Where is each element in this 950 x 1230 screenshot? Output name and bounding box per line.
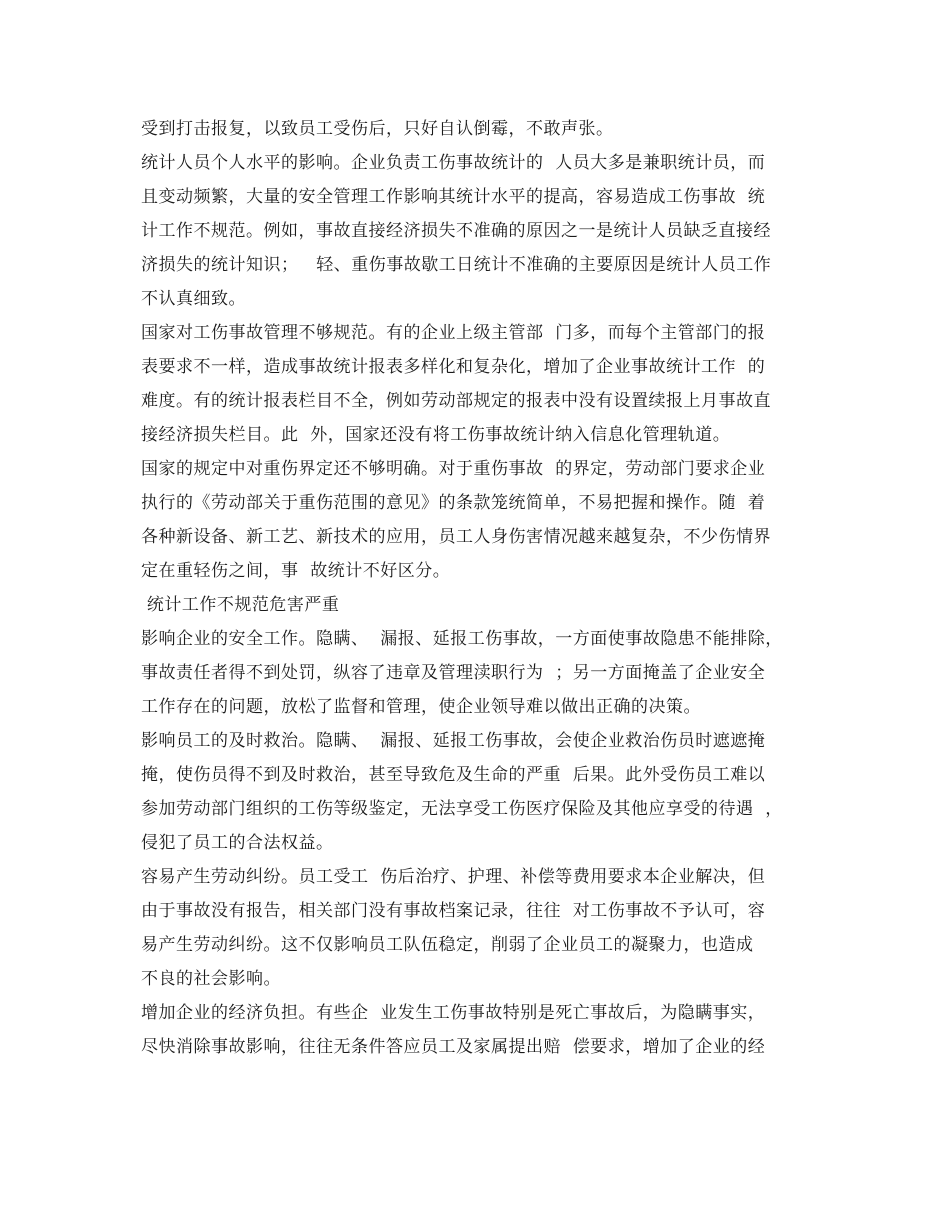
text-line: 参加劳动部门组织的工伤等级鉴定，无法享受工伤医疗保险及其他应享受的待遇 ， bbox=[141, 799, 783, 819]
text-line: 国家对工伤事故管理不够规范。有的企业上级主管部 门多，而每个主管部门的报 bbox=[141, 323, 766, 343]
text-line: 接经济损失栏目。此 外，国家还没有将工伤事故统计纳入信息化管理轨道。 bbox=[141, 425, 731, 445]
text-line: 受到打击报复，以致员工受伤后，只好自认倒霉，不敢声张。 bbox=[141, 119, 614, 139]
text-line: 工作存在的问题，放松了监督和管理，使企业领导难以做出正确的决策。 bbox=[141, 697, 701, 717]
text-line: 掩，使伤员得不到及时救治，甚至导致危及生命的严重 后果。此外受伤员工难以 bbox=[141, 765, 766, 785]
text-line: 国家的规定中对重伤界定还不够明确。对于重伤事故 的界定，劳动部门要求企业 bbox=[141, 459, 766, 479]
text-line: 执行的《劳动部关于重伤范围的意见》的条款笼统简单，不易把握和操作。随 着 bbox=[141, 493, 766, 513]
text-line: 难度。有的统计报表栏目不全，例如劳动部规定的报表中没有设置续报上月事故直 bbox=[141, 391, 771, 411]
text-line: 增加企业的经济负担。有些企 业发生工伤事故特别是死亡事故后，为隐瞒事实， bbox=[141, 1003, 766, 1023]
section-heading: 统计工作不规范危害严重 bbox=[141, 595, 340, 615]
text-line: 易产生劳动纠纷。这不仅影响员工队伍稳定，削弱了企业员工的凝聚力，也造成 bbox=[141, 935, 754, 955]
text-line: 各种新设备、新工艺、新技术的应用，员工人身伤害情况越来越复杂，不少伤情界 bbox=[141, 527, 771, 547]
text-line: 尽快消除事故影响，往往无条件答应员工及家属提出赔 偿要求，增加了企业的经 bbox=[141, 1037, 766, 1057]
text-line: 统计人员个人水平的影响。企业负责工伤事故统计的 人员大多是兼职统计员，而 bbox=[141, 153, 766, 173]
text-line: 侵犯了员工的合法权益。 bbox=[141, 833, 334, 853]
text-line: 表要求不一样，造成事故统计报表多样化和复杂化，增加了企业事故统计工作 的 bbox=[141, 357, 766, 377]
text-line: 不良的社会影响。 bbox=[141, 969, 281, 989]
text-line: 计工作不规范。例如，事故直接经济损失不准确的原因之一是统计人员缺乏直接经 bbox=[141, 221, 771, 241]
text-line: 由于事故没有报告，相关部门没有事故档案记录，往往 对工伤事故不予认可，容 bbox=[141, 901, 766, 921]
text-line: 事故责任者得不到处罚，纵容了违章及管理渎职行为 ；另一方面掩盖了企业安全 bbox=[141, 663, 766, 683]
text-line: 济损失的统计知识； 轻、重伤事故歇工日统计不准确的主要原因是统计人员工作 bbox=[141, 255, 772, 275]
text-line: 容易产生劳动纠纷。员工受工 伤后治疗、护理、补偿等费用要求本企业解决，但 bbox=[141, 867, 766, 887]
text-line: 影响企业的安全工作。隐瞒、 漏报、延报工伤事故，一方面使事故隐患不能排除， bbox=[141, 629, 783, 649]
text-line: 影响员工的及时救治。隐瞒、 漏报、延报工伤事故，会使企业救治伤员时遮遮掩 bbox=[141, 731, 766, 751]
text-line: 不认真细致。 bbox=[141, 289, 246, 309]
text-line: 且变动频繁，大量的安全管理工作影响其统计水平的提高，容易造成工伤事故 统 bbox=[141, 187, 766, 207]
text-line: 定在重轻伤之间，事 故统计不好区分。 bbox=[141, 561, 451, 581]
